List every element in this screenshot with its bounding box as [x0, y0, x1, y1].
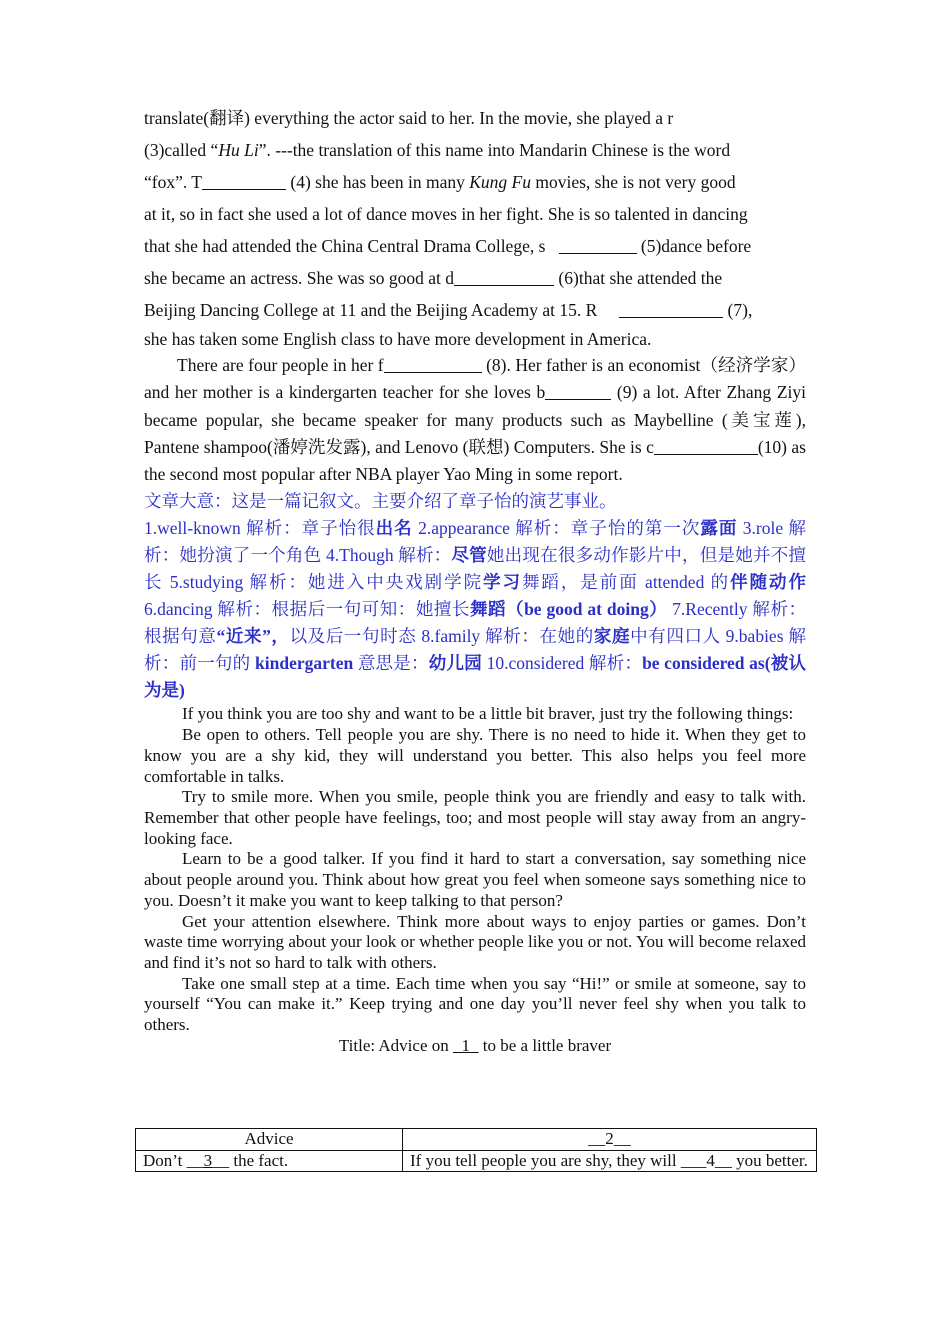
line-2: (3)called “Hu Li”. ---the translation of this name into Mandarin Chinese is the word [144, 140, 731, 160]
task-title: Title: Advice on _1_ to be a little braver [338, 1035, 612, 1055]
passage-zhang-ziyi [144, 102, 806, 352]
line-4: at it, so in fact she used a lot of dance moves in her fight. She is so talented in dancing [144, 204, 748, 224]
passage-family-paragraph: There are four people in her f (8). Her father is an economist（经济学家）and her mother is a kindergarten teacher for she loves b (9) a lot. After Zhang Ziyi became popular, she became speaker for many products such as Maybelline (美宝莲), Pantene shampoo(潘婷洗发露), and Lenovo (联想) Computers. She is c (10) as the second most popular after NBA player Yao Ming in some report. [144, 355, 806, 485]
document-page [144, 102, 806, 1056]
blank-6 [454, 268, 554, 287]
article-summary: 文章大意：这是一篇记叙文。主要介绍了章子怡的演艺事业。 [144, 491, 617, 512]
shy-advice-2: Try to smile more. When you smile, people think you are friendly and easy to talk with. Remember that other people have feelings, too; and most people will stay away from an angry-looking face. [144, 787, 806, 848]
table-row [136, 1150, 817, 1172]
line-8: she has taken some English class to have more development in America. [144, 329, 652, 349]
cell-reason-1: If you tell people you are shy, they will ___4__ you better. [403, 1150, 817, 1172]
answer-list: 1.well-known 解析：章子怡很出名 2.appearance 解析：章子怡的第一次露面 3.role 解析：她扮演了一个角色 4.Though 解析：尽管她出现在很多动作影片中，但是她并不擅长 5.studying 解析：她进入中央戏剧学院学习舞蹈，是前面 attended 的伴随动作 6.dancing 解析：根据后一句可知：她擅长舞蹈（be good at doing） 7.Recently 解析：根据句意“近来”，以及后一句时态 8.family 解析：在她的家庭中有四口人 9.babies 解析：前一句的 kindergarten 意思是：幼儿园 10.considered 解析：be considered as(被认为是) [144, 518, 807, 701]
cell-advice-1: Don’t __3__ the fact. [136, 1150, 403, 1172]
shy-intro: If you think you are too shy and want to be a little bit braver, just try the following things: [182, 704, 794, 724]
shy-advice-3: Learn to be a good talker. If you find it hard to start a conversation, say something nice about people around you. Think about how great you feel when someone says something nice to you. Doesn’t it make you want to keep talking to that person? [144, 849, 806, 910]
blank-4 [202, 172, 286, 191]
line-7: Beijing Dancing College at 11 and the Beijing Academy at 15. R (7), [144, 300, 753, 320]
advice-table [135, 1128, 817, 1172]
blank-5 [559, 236, 637, 255]
header-advice: Advice [136, 1129, 403, 1151]
passage-shyness [144, 704, 806, 1056]
blank-9 [545, 382, 611, 401]
line-5: that she had attended the China Central Drama College, s (5)dance before [144, 236, 752, 256]
blank-8 [384, 355, 482, 374]
blank-10 [654, 436, 758, 455]
shy-advice-4: Get your attention elsewhere. Think more about ways to enjoy parties or games. Don’t waste time worrying about your look or whether people like you or not. You will become relaxed and find it’s not so hard to talk with others. [144, 911, 806, 972]
blank-7 [619, 300, 723, 319]
answer-analysis [144, 488, 806, 704]
shy-advice-1: Be open to others. Tell people you are shy. There is no need to hide it. When they get to know you are a shy kid, they will understand you better. This also helps you feel more comfortable in talks. [144, 725, 806, 786]
table-header-row [136, 1129, 817, 1151]
line-6: she became an actress. She was so good at d (6)that she attended the [144, 268, 723, 288]
line-3: “fox”. T (4) she has been in many Kung Fu movies, she is not very good [144, 172, 736, 192]
line-1: translate(翻译) everything the actor said to her. In the movie, she played a r [144, 108, 674, 128]
shy-advice-5: Take one small step at a time. Each time when you say “Hi!” or smile at someone, say to yourself “You can make it.” Keep trying and one day you’ll never feel shy when you talk to others. [144, 973, 806, 1035]
header-blank-2: __2__ [403, 1129, 817, 1151]
